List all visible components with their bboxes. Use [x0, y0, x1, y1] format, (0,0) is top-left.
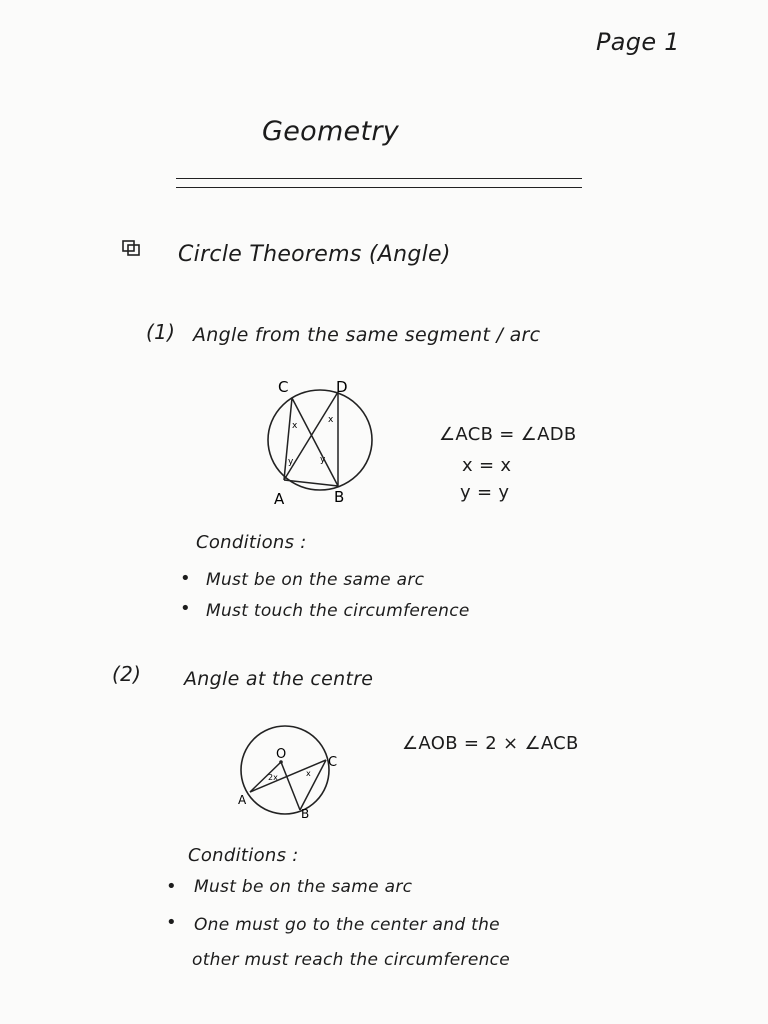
equation: y = y — [460, 482, 510, 503]
page-number: Page 1 — [596, 28, 680, 56]
circle — [268, 390, 372, 490]
centre-angle-circle-diagram — [228, 720, 358, 820]
equation: ∠AOB = 2 × ∠ACB — [402, 733, 579, 754]
label-c: C — [278, 378, 289, 396]
bullet-marker: • — [166, 876, 177, 897]
angle-y-a: y — [288, 457, 294, 467]
bullet-marker: • — [180, 568, 191, 589]
item-number: (2) — [112, 662, 142, 686]
angle-x-c: x — [292, 421, 298, 431]
page-title: Geometry — [262, 116, 400, 147]
list-item: Must be on the same arc — [206, 570, 425, 590]
list-item: One must go to the center and the — [194, 915, 500, 935]
section-title: Circle Theorems (Angle) — [178, 242, 451, 267]
angle-x-d: x — [328, 415, 334, 425]
chord-cb — [292, 398, 338, 486]
label-d: D — [336, 378, 348, 396]
conditions-heading: Conditions : — [188, 845, 299, 866]
line-ac — [250, 760, 326, 792]
bullet-marker: • — [180, 598, 191, 619]
list-item-continuation: other must reach the circumference — [192, 950, 511, 970]
angle-y-b: y — [320, 455, 326, 465]
angle-2x: 2x — [268, 773, 278, 782]
item-number: (1) — [146, 320, 176, 344]
label-c: C — [328, 755, 338, 770]
conditions-heading: Conditions : — [196, 532, 307, 553]
bullet-marker: • — [166, 912, 177, 933]
list-item: Must touch the circumference — [206, 601, 470, 621]
line-bc — [300, 760, 326, 810]
same-arc-circle-diagram — [250, 370, 390, 510]
title-underline-top — [176, 178, 582, 179]
title-underline-bottom — [176, 187, 582, 188]
circle — [241, 726, 329, 814]
label-b: B — [334, 488, 345, 506]
label-o: O — [276, 747, 287, 762]
angle-x: x — [306, 769, 311, 778]
label-a: A — [274, 490, 285, 508]
line-ob — [281, 762, 300, 810]
list-item: Must be on the same arc — [194, 877, 413, 897]
item-heading: Angle from the same segment / arc — [193, 324, 541, 346]
equation: ∠ACB = ∠ADB — [439, 424, 577, 445]
label-a: A — [238, 793, 247, 807]
item-heading: Angle at the centre — [184, 668, 374, 690]
equation: x = x — [462, 455, 512, 476]
label-b: B — [301, 807, 310, 820]
checkbox-icon — [122, 240, 140, 256]
